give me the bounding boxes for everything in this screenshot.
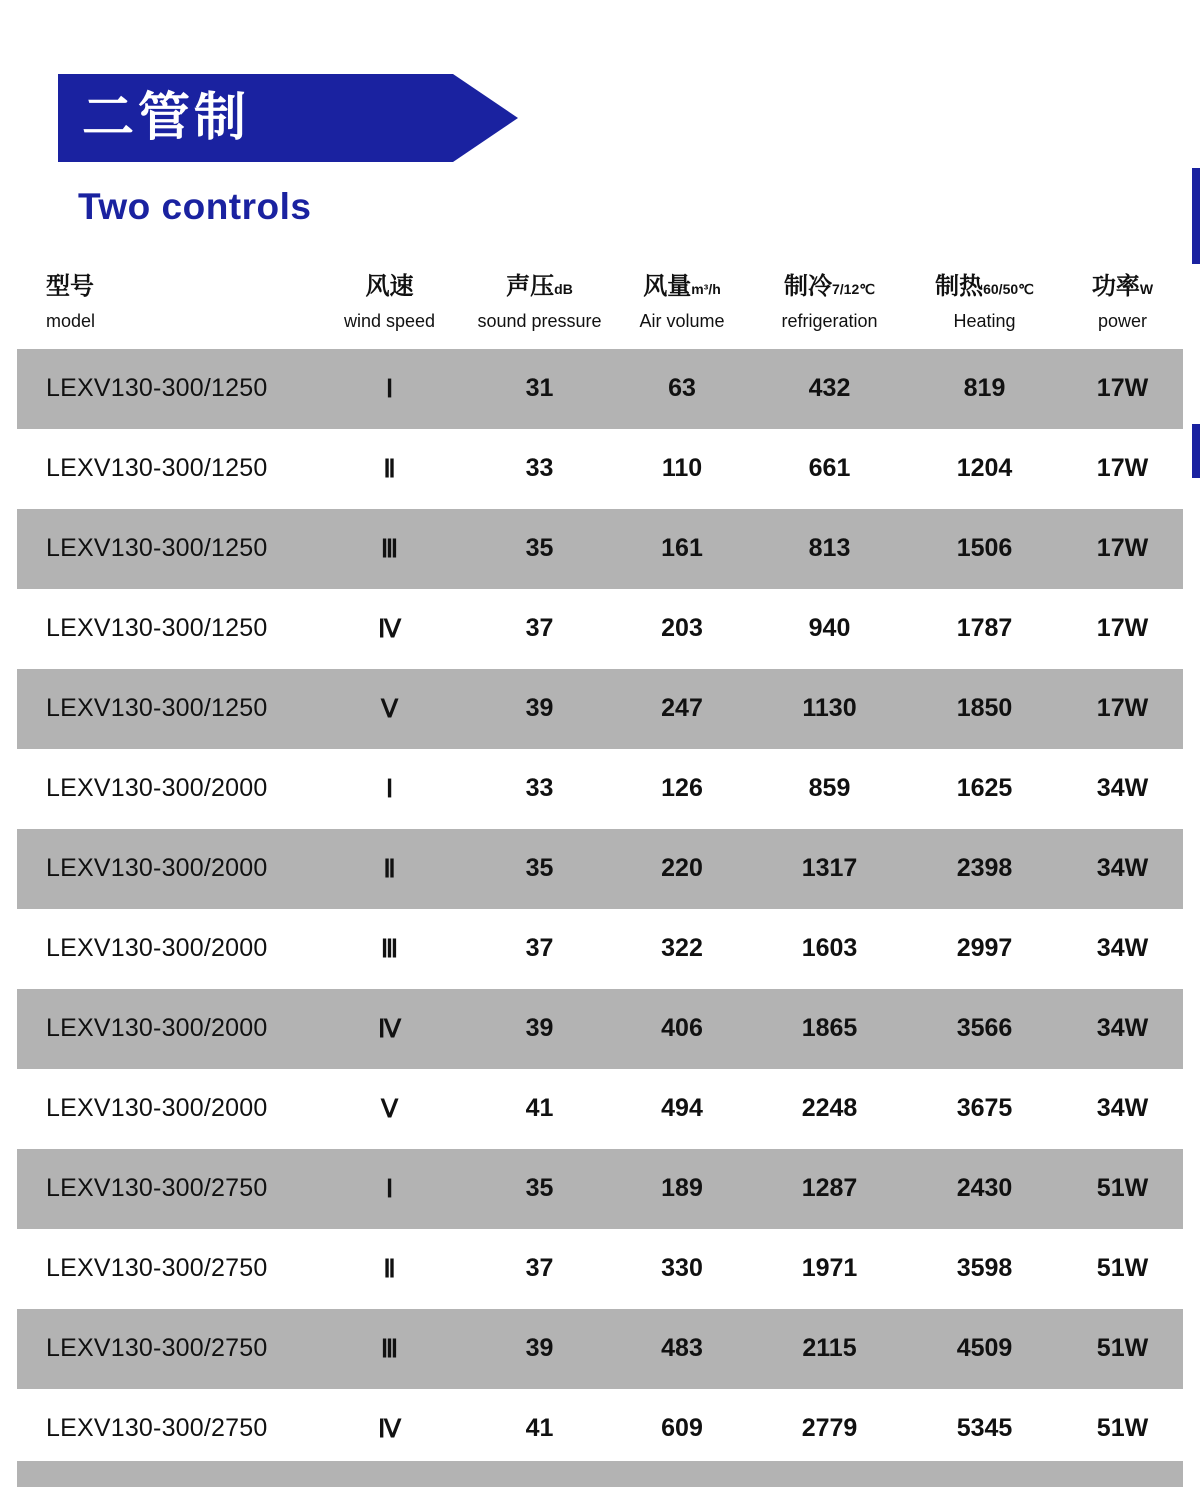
page-edge-mark-top: [1192, 168, 1200, 264]
cell-refrigeration: 1971: [752, 1229, 907, 1309]
table-row: [17, 989, 1183, 1069]
cell-power: 34W: [1062, 989, 1183, 1069]
cell-model: LEXV130-300/2750: [17, 1229, 312, 1309]
table-row: [17, 669, 1183, 749]
cell-model: LEXV130-300/1250: [17, 509, 312, 589]
column-header-heating-cn: 制热: [935, 273, 984, 300]
banner-title-en: Two controls: [78, 186, 312, 227]
cell-wind-speed: Ⅱ: [312, 829, 467, 909]
column-header-heating-unit: 60/50℃: [983, 281, 1034, 297]
cell-heating: 1850: [907, 669, 1062, 749]
cell-refrigeration: 2779: [752, 1389, 907, 1469]
column-header-sound-pressure-unit: dB: [554, 281, 573, 297]
cell-model: LEXV130-300/2000: [17, 749, 312, 829]
cell-air-volume: 483: [612, 1309, 752, 1389]
cell-model: LEXV130-300/2000: [17, 909, 312, 989]
table-header-row: [17, 272, 1183, 349]
cell-wind-speed: Ⅴ: [312, 1069, 467, 1149]
cell-wind-speed: Ⅱ: [312, 429, 467, 509]
cell-refrigeration: 2115: [752, 1309, 907, 1389]
cell-heating: 2997: [907, 909, 1062, 989]
cell-sound-pressure: 35: [467, 1149, 612, 1229]
cell-sound-pressure: 33: [467, 749, 612, 829]
cell-power: 51W: [1062, 1309, 1183, 1389]
cell-sound-pressure: 37: [467, 1229, 612, 1309]
cell-sound-pressure: 35: [467, 509, 612, 589]
cell-air-volume: 110: [612, 429, 752, 509]
cell-heating: 3598: [907, 1229, 1062, 1309]
table-bottom-strip: [17, 1461, 1183, 1487]
cell-sound-pressure: 41: [467, 1389, 612, 1469]
table-row: [17, 1069, 1183, 1149]
cell-sound-pressure: 35: [467, 829, 612, 909]
cell-air-volume: 189: [612, 1149, 752, 1229]
cell-power: 34W: [1062, 1069, 1183, 1149]
cell-air-volume: 247: [612, 669, 752, 749]
cell-air-volume: 330: [612, 1229, 752, 1309]
cell-refrigeration: 813: [752, 509, 907, 589]
cell-air-volume: 609: [612, 1389, 752, 1469]
cell-air-volume: 494: [612, 1069, 752, 1149]
cell-model: LEXV130-300/1250: [17, 349, 312, 429]
cell-wind-speed: Ⅰ: [312, 749, 467, 829]
cell-wind-speed: Ⅰ: [312, 1149, 467, 1229]
cell-refrigeration: 1603: [752, 909, 907, 989]
cell-wind-speed: Ⅲ: [312, 909, 467, 989]
column-header-power-unit: W: [1139, 281, 1154, 297]
column-header-power: [1062, 272, 1183, 349]
cell-power: 17W: [1062, 669, 1183, 749]
cell-model: LEXV130-300/1250: [17, 589, 312, 669]
column-header-air-volume-cn: 风量: [643, 273, 692, 300]
cell-power: 17W: [1062, 589, 1183, 669]
table-row: [17, 1149, 1183, 1229]
column-header-air-volume-en: Air volume: [639, 311, 725, 331]
column-header-wind-speed-en: wind speed: [343, 311, 436, 331]
cell-power: 17W: [1062, 509, 1183, 589]
table-row: [17, 1309, 1183, 1389]
cell-refrigeration: 2248: [752, 1069, 907, 1149]
cell-wind-speed: Ⅳ: [312, 1389, 467, 1469]
cell-wind-speed: Ⅳ: [312, 989, 467, 1069]
column-header-refrigeration: [752, 272, 907, 349]
cell-power: 34W: [1062, 749, 1183, 829]
column-header-refrigeration-en: refrigeration: [781, 311, 878, 331]
cell-model: LEXV130-300/2750: [17, 1389, 312, 1469]
column-header-wind-speed: [312, 272, 467, 349]
cell-refrigeration: 432: [752, 349, 907, 429]
cell-refrigeration: 1130: [752, 669, 907, 749]
column-header-wind-speed-cn: 风速: [365, 273, 414, 300]
cell-heating: 5345: [907, 1389, 1062, 1469]
cell-sound-pressure: 39: [467, 669, 612, 749]
cell-power: 17W: [1062, 429, 1183, 509]
cell-wind-speed: Ⅳ: [312, 589, 467, 669]
banner-title-cn: 二管制: [82, 89, 251, 147]
cell-heating: 1625: [907, 749, 1062, 829]
cell-heating: 1204: [907, 429, 1062, 509]
cell-model: LEXV130-300/1250: [17, 669, 312, 749]
column-header-refrigeration-unit: 7/12℃: [832, 281, 875, 297]
cell-sound-pressure: 37: [467, 589, 612, 669]
table-row: [17, 589, 1183, 669]
cell-refrigeration: 661: [752, 429, 907, 509]
cell-power: 34W: [1062, 909, 1183, 989]
cell-wind-speed: Ⅰ: [312, 349, 467, 429]
cell-sound-pressure: 33: [467, 429, 612, 509]
page-edge-mark-bottom: [1192, 424, 1200, 478]
cell-power: 51W: [1062, 1389, 1183, 1469]
cell-air-volume: 63: [612, 349, 752, 429]
table-row: [17, 509, 1183, 589]
table-row: [17, 349, 1183, 429]
cell-model: LEXV130-300/2750: [17, 1309, 312, 1389]
table-row: [17, 829, 1183, 909]
cell-refrigeration: 1287: [752, 1149, 907, 1229]
cell-air-volume: 126: [612, 749, 752, 829]
cell-power: 51W: [1062, 1149, 1183, 1229]
column-header-heating: [907, 272, 1062, 349]
column-header-sound-pressure: [467, 272, 612, 349]
cell-heating: 1787: [907, 589, 1062, 669]
cell-heating: 2398: [907, 829, 1062, 909]
cell-model: LEXV130-300/1250: [17, 429, 312, 509]
cell-air-volume: 203: [612, 589, 752, 669]
cell-air-volume: 161: [612, 509, 752, 589]
cell-heating: 4509: [907, 1309, 1062, 1389]
cell-wind-speed: Ⅲ: [312, 509, 467, 589]
cell-air-volume: 406: [612, 989, 752, 1069]
cell-model: LEXV130-300/2000: [17, 1069, 312, 1149]
cell-heating: 3566: [907, 989, 1062, 1069]
cell-heating: 3675: [907, 1069, 1062, 1149]
spec-table: [17, 272, 1183, 1469]
column-header-model-cn: 型号: [46, 273, 94, 300]
cell-power: 34W: [1062, 829, 1183, 909]
table-row: [17, 429, 1183, 509]
column-header-sound-pressure-en: sound pressure: [477, 311, 602, 331]
column-header-refrigeration-cn: 制冷: [784, 273, 832, 300]
cell-sound-pressure: 39: [467, 989, 612, 1069]
cell-heating: 2430: [907, 1149, 1062, 1229]
column-header-heating-en: Heating: [953, 311, 1016, 331]
spec-table-container: [17, 272, 1183, 1469]
cell-wind-speed: Ⅴ: [312, 669, 467, 749]
cell-refrigeration: 859: [752, 749, 907, 829]
cell-heating: 1506: [907, 509, 1062, 589]
cell-refrigeration: 1865: [752, 989, 907, 1069]
cell-air-volume: 322: [612, 909, 752, 989]
cell-power: 17W: [1062, 349, 1183, 429]
cell-model: LEXV130-300/2750: [17, 1149, 312, 1229]
section-banner: [58, 74, 518, 162]
column-header-power-cn: 功率: [1091, 273, 1140, 300]
cell-model: LEXV130-300/2000: [17, 829, 312, 909]
cell-heating: 819: [907, 349, 1062, 429]
cell-refrigeration: 940: [752, 589, 907, 669]
table-row: [17, 749, 1183, 829]
table-row: [17, 1389, 1183, 1469]
cell-model: LEXV130-300/2000: [17, 989, 312, 1069]
cell-refrigeration: 1317: [752, 829, 907, 909]
column-header-model-en: model: [46, 311, 96, 331]
cell-air-volume: 220: [612, 829, 752, 909]
table-row: [17, 1229, 1183, 1309]
cell-wind-speed: Ⅱ: [312, 1229, 467, 1309]
column-header-model: [17, 272, 312, 349]
column-header-power-en: power: [1097, 311, 1148, 331]
table-header: [17, 272, 1183, 349]
cell-sound-pressure: 39: [467, 1309, 612, 1389]
table-row: [17, 909, 1183, 989]
table-body: [17, 349, 1183, 1469]
cell-sound-pressure: 31: [467, 349, 612, 429]
column-header-sound-pressure-cn: 声压: [506, 273, 555, 300]
cell-wind-speed: Ⅲ: [312, 1309, 467, 1389]
cell-power: 51W: [1062, 1229, 1183, 1309]
cell-sound-pressure: 37: [467, 909, 612, 989]
column-header-air-volume: [612, 272, 752, 349]
column-header-air-volume-unit: m³/h: [691, 281, 721, 297]
cell-sound-pressure: 41: [467, 1069, 612, 1149]
